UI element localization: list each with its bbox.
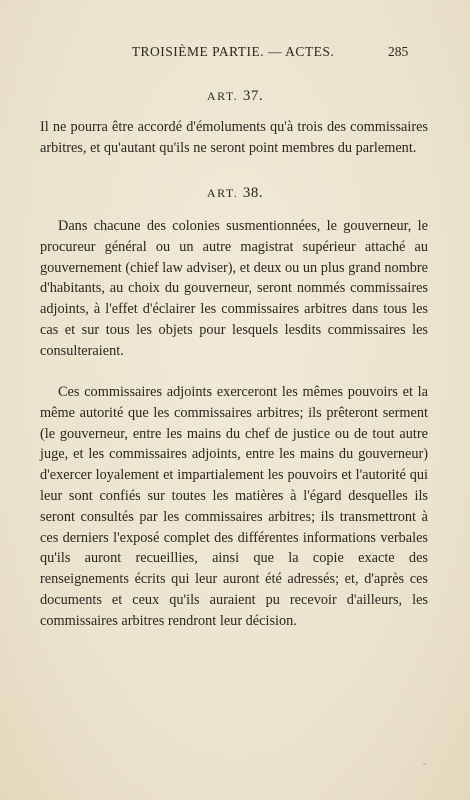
article-38-paragraph-2 [40, 382, 428, 632]
article-37-paragraph [40, 117, 428, 159]
article-37-heading [0, 88, 470, 105]
article-label: ART. [206, 186, 239, 200]
article-38-heading [0, 185, 470, 202]
paper-speck: ˇ [423, 762, 426, 772]
article-number: 38. [242, 185, 264, 201]
article-number: 37. [242, 88, 264, 104]
paragraph-text: Ces commissaires adjoints exerceront les mêmes pouvoirs et la même autorité que les commissaires arbitres; ils prêteront serment (le gouverneur, entre les mains du chef de justice ou de tout autre juge, et les commissaires adjoints, entre les mains du gouverneur) d'exercer loyalement et impartialement les pouvoirs et l'autorité qui leur sont confiés sur toutes les matières à l'égard desquelles ils seront consultés par les commissaires arbitres; ils transmettront à ces derniers l'exposé complet des différentes informations verbales qu'ils auront recueillies, ainsi que la copie exacte des renseignements écrits qui leur auront été adressés; et, d'après ces documents et ceux qu'ils auraient pu recevoir d'ailleurs, les commissaires arbitres rendront leur décision. [40, 384, 428, 629]
paragraph-text: Dans chacune des colonies susmentionnées, le gouverneur, le procureur général ou un autre magistrat supérieur attaché au gouvernement (chief law adviser), et deux ou un plus grand nombre d'habitants, au choix du gouverneur, seront nommés commissaires adjoints, à l'effet d'éclairer les commissaires arbitres dans tous les cas et sur tous les objets pour lesquels lesdits commissaires les consulteraient. [40, 218, 428, 359]
paragraph-text: Il ne pourra être accordé d'émoluments qu'à trois des commissaires arbitres, et qu'autant qu'ils ne seront point membres du parlement. [40, 119, 428, 156]
page-number: 285 [388, 44, 409, 59]
running-header: TROISIÈME PARTIE. — ACTES. [131, 44, 335, 59]
article-label: ART. [206, 89, 239, 103]
article-38-paragraph-1 [40, 216, 428, 362]
